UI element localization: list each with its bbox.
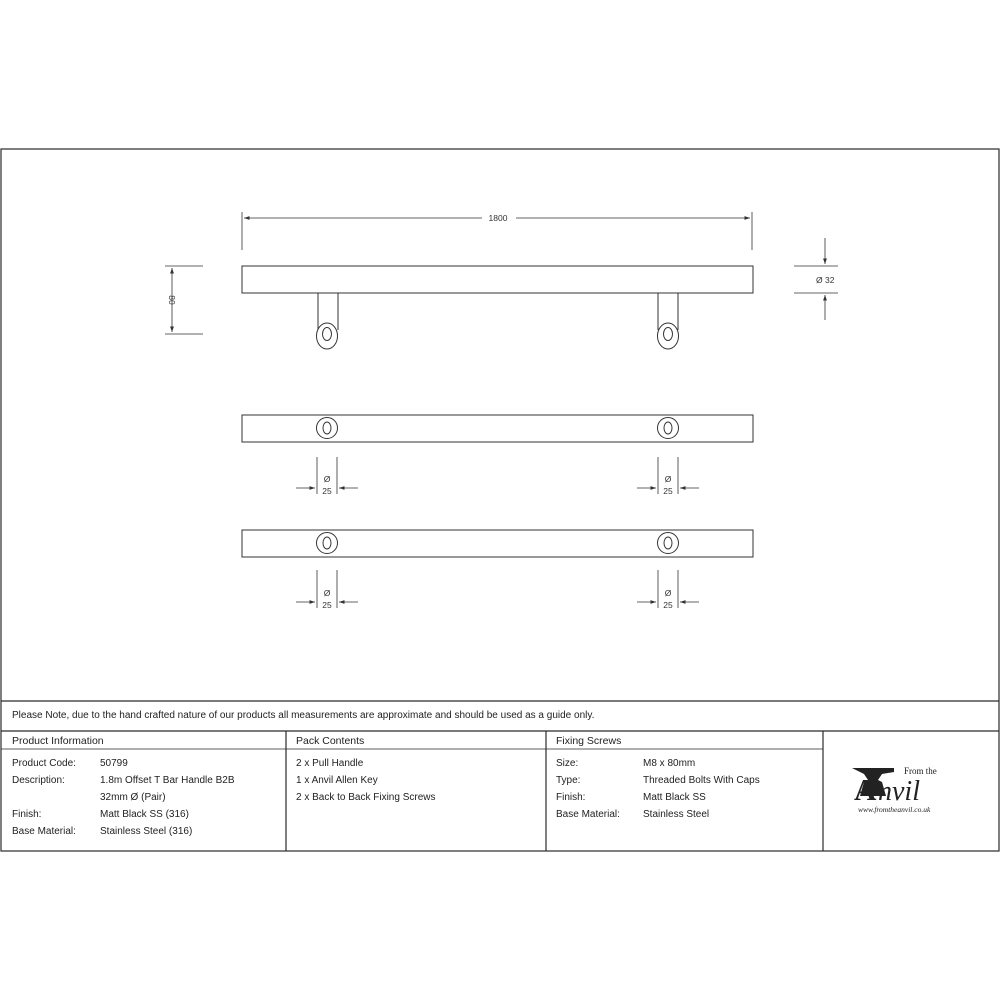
svg-text:www.fromtheanvil.co.uk: www.fromtheanvil.co.uk [858,805,931,814]
fixing-screws-value: M8 x 80mm [643,758,696,769]
fixing-screws-label: Base Material: [556,809,620,820]
plan-view-1 [242,415,753,442]
standoff-diameter-symbol: Ø [664,588,672,598]
pack-contents-heading: Pack Contents [296,735,365,747]
svg-text:From the: From the [904,766,937,776]
standoff-diameter-value: 25 [322,486,332,496]
product-info-label: Base Material: [12,826,76,837]
diameter-label: Ø 32 [816,275,835,285]
standoff-diameter-value: 25 [663,486,673,496]
handle-bar-side [242,266,753,293]
standoff-diameter-symbol: Ø [664,474,672,484]
fixing-screws-value: Stainless Steel [643,809,710,820]
standoff-left [317,293,339,349]
standoff-diameter-symbol: Ø [323,588,331,598]
fixing-screws-label: Size: [556,758,579,769]
height-label: 80 [167,295,177,305]
product-info-value: 50799 [100,758,128,769]
fixing-screws-label: Type: [556,775,581,786]
pack-contents-item: 2 x Pull Handle [296,758,364,769]
from-the-anvil-logo [848,760,978,820]
measurement-note: Please Note, due to the hand crafted nature of our products all measurements are approximate and should be used as a guide only. [12,710,595,721]
plan-view-2 [242,530,753,557]
product-info-value: 32mm Ø (Pair) [100,792,166,803]
fixing-screws-value: Matt Black SS [643,792,706,803]
standoff-dimensions-1 [296,457,699,494]
handle-bar-plan-2 [242,530,753,557]
handle-bar-plan-1 [242,415,753,442]
standoff-diameter-value: 25 [663,600,673,610]
standoff-dimensions-2 [296,570,699,608]
pack-contents-item: 2 x Back to Back Fixing Screws [296,792,436,803]
standoff-diameter-symbol: Ø [323,474,331,484]
fixing-screws-value: Threaded Bolts With Caps [643,775,760,786]
fixing-screws-label: Finish: [556,792,586,803]
svg-text:A: A [854,772,877,807]
length-label: 1800 [488,213,508,223]
standoff-diameter-value: 25 [322,600,332,610]
drawing-frame [1,149,999,851]
product-info-label: Product Code: [12,758,76,769]
side-elevation-view [242,266,753,349]
product-info-label: Description: [12,775,65,786]
pack-contents-item: 1 x Anvil Allen Key [296,775,378,786]
standoff-right [658,293,679,349]
product-info-value: Matt Black SS (316) [100,809,189,820]
product-info-heading: Product Information [12,735,104,747]
product-info-value: Stainless Steel (316) [100,826,193,837]
product-info-value: 1.8m Offset T Bar Handle B2B [100,775,235,786]
svg-text:nvil: nvil [878,776,920,807]
product-info-label: Finish: [12,809,42,820]
fixing-screws-heading: Fixing Screws [556,735,622,747]
